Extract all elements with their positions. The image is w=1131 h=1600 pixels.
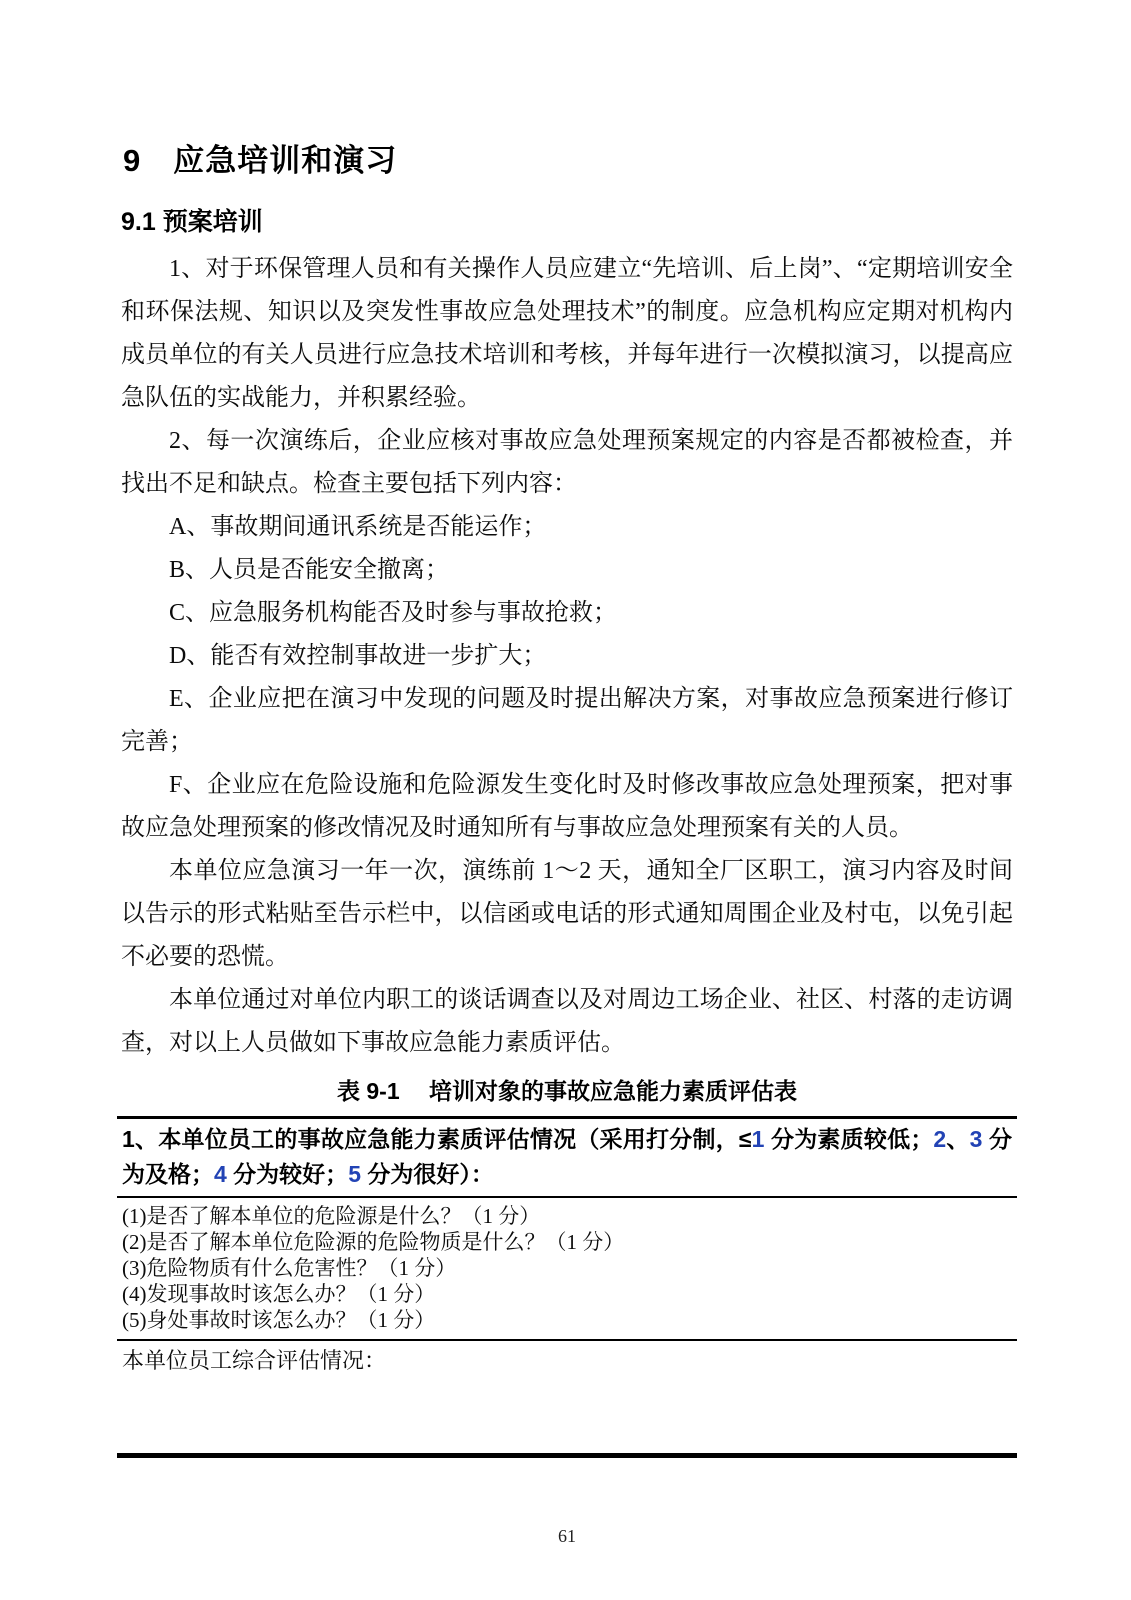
question-item: (1)是否了解本单位的危险源是什么？（1 分）	[122, 1204, 541, 1228]
question-item: (4)发现事故时该怎么办？（1 分）	[122, 1282, 436, 1306]
score-number: 1	[751, 1126, 765, 1152]
evaluation-table	[117, 1116, 1017, 1458]
header-text: 分为很好）：	[360, 1161, 494, 1187]
paragraph: 本单位应急演习一年一次，演练前 1～2 天，通知全厂区职工，演习内容及时间以告示的形式粘贴至告示栏中，以信函或电话的形式通知周围企业及村屯，以免引起不必要的恐慌。	[121, 858, 1013, 970]
paragraph: 本单位通过对单位内职工的谈话调查以及对周边工场企业、社区、村落的走访调查，对以上人员做如下事故应急能力素质评估。	[121, 987, 1013, 1056]
list-item: C、应急服务机构能否及时参与事故抢救；	[169, 600, 618, 626]
score-number: 3	[969, 1126, 983, 1152]
score-number: 5	[348, 1161, 361, 1187]
list-item: F、企业应在危险设施和危险源发生变化时及时修改事故应急处理预案，把对事故应急处理预案的修改情况及时通知所有与事故应急处理预案有关的人员。	[121, 772, 1013, 841]
header-text: 分为较好；	[226, 1161, 349, 1187]
list-item: B、人员是否能安全撤离；	[169, 557, 450, 583]
paragraph: 1、对于环保管理人员和有关操作人员应建立“先培训、后上岗”、“定期培训安全和环保法规、知识以及突发性事故应急处理技术”的制度。应急机构应定期对机构内成员单位的有关人员进行应急技术培训和考核，并每年进行一次模拟演习，以提高应急队伍的实战能力，并积累经验。	[121, 256, 1013, 411]
header-text: 分为素质较低；	[764, 1126, 934, 1152]
list-item: A、事故期间通讯系统是否能运作；	[169, 514, 547, 540]
paragraph: 2、每一次演练后，企业应核对事故应急处理预案规定的内容是否都被检查，并找出不足和缺点。检查主要包括下列内容：	[121, 428, 1013, 497]
question-item: (5)身处事故时该怎么办？（1 分）	[122, 1308, 436, 1332]
table-questions-row	[117, 1198, 1017, 1341]
header-text: 分为及格；	[122, 1126, 1013, 1187]
question-item: (2)是否了解本单位危险源的危险物质是什么？（1 分）	[122, 1230, 625, 1254]
table-footer-row	[117, 1341, 1017, 1453]
table-header-row	[117, 1119, 1017, 1198]
page-number: 61	[558, 1526, 576, 1546]
list-item: D、能否有效控制事故进一步扩大；	[169, 643, 547, 669]
header-text: 1、本单位员工的事故应急能力素质评估情况（采用打分制，≤	[122, 1126, 752, 1152]
table-caption: 表 9-1 培训对象的事故应急能力素质评估表	[336, 1078, 798, 1104]
subsection-heading: 9.1 预案培训	[121, 208, 263, 236]
footer-label: 本单位员工综合评估情况：	[122, 1348, 387, 1373]
header-text: 、	[946, 1126, 970, 1152]
score-number: 4	[214, 1161, 227, 1187]
list-item: E、企业应把在演习中发现的问题及时提出解决方案，对事故应急预案进行修订完善；	[121, 686, 1013, 755]
score-number: 2	[933, 1126, 947, 1152]
section-heading: 9 应急培训和演习	[123, 143, 398, 178]
question-item: (3)危险物质有什么危害性？（1 分）	[122, 1256, 457, 1280]
